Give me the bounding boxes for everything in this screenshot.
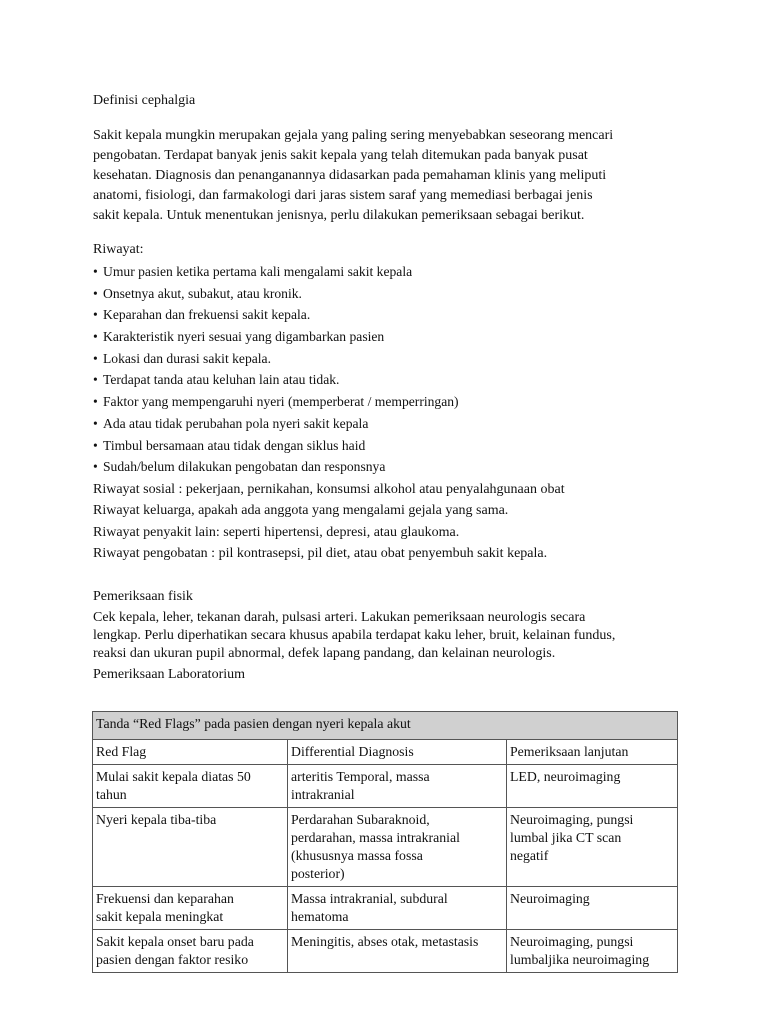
exam-cell: Neuroimaging, pungsi lumbaljika neuroimaging bbox=[507, 930, 678, 973]
bullet-icon: • bbox=[93, 307, 98, 323]
bullet-icon: • bbox=[93, 415, 98, 431]
bullet-icon: • bbox=[93, 350, 98, 366]
intro-line: pengobatan. Terdapat banyak jenis sakit kepala yang telah ditemukan pada banyak pusat bbox=[93, 148, 588, 163]
physical-exam-heading: Pemeriksaan fisik bbox=[93, 589, 193, 604]
diagnosis-cell: Meningitis, abses otak, metastasis bbox=[288, 930, 507, 973]
lab-heading: Pemeriksaan Laboratorium bbox=[93, 667, 246, 682]
physical-line: reaksi dan ukuran pupil abnormal, defek lapang pandang, dan kelainan neurologis. bbox=[93, 646, 556, 661]
table-row bbox=[93, 765, 678, 808]
diagnosis-cell: Massa intrakranial, subdural hematoma bbox=[288, 887, 507, 930]
exam-cell: LED, neuroimaging bbox=[507, 765, 678, 808]
riwayat-list bbox=[93, 261, 459, 478]
table-row bbox=[93, 887, 678, 930]
bullet-icon: • bbox=[93, 285, 98, 301]
bullet-icon: • bbox=[93, 264, 98, 279]
list-item: • Lokasi dan durasi sakit kepala. bbox=[93, 348, 459, 370]
intro-line: Sakit kepala mungkin merupakan gejala yang paling sering menyebabkan seseorang mencari bbox=[93, 128, 614, 143]
riwayat-penyakit-lain: Riwayat penyakit lain: seperti hipertensi, depresi, atau glaukoma. bbox=[93, 524, 460, 540]
diagnosis-cell: Perdarahan Subaraknoid, perdarahan, massa intrakranial (khususnya massa fossa posterior) bbox=[288, 808, 507, 887]
table-row bbox=[93, 930, 678, 973]
red-flag-cell: Sakit kepala onset baru pada pasien dengan faktor resiko bbox=[93, 930, 288, 973]
bullet-icon: • bbox=[93, 372, 98, 388]
physical-exam-paragraph bbox=[93, 609, 693, 663]
list-item: • Keparahan dan frekuensi sakit kepala. bbox=[93, 304, 459, 326]
list-item: • Ada atau tidak perubahan pola nyeri sakit kepala bbox=[93, 413, 459, 435]
riwayat-other bbox=[93, 479, 565, 565]
exam-cell: Neuroimaging bbox=[507, 887, 678, 930]
intro-paragraph bbox=[93, 126, 693, 226]
diagnosis-cell: arteritis Temporal, massa intrakranial bbox=[288, 765, 507, 808]
list-item: • Onsetnya akut, subakut, atau kronik. bbox=[93, 283, 459, 305]
table-title: Tanda “Red Flags” pada pasien dengan nyeri kepala akut bbox=[93, 712, 678, 740]
column-header: Red Flag bbox=[93, 740, 288, 765]
bullet-icon: • bbox=[93, 329, 98, 345]
red-flag-cell: Frekuensi dan keparahan sakit kepala meningkat bbox=[93, 887, 288, 930]
list-item: • Karakteristik nyeri sesuai yang digambarkan pasien bbox=[93, 326, 459, 348]
column-header: Differential Diagnosis bbox=[288, 740, 507, 765]
list-item: • Umur pasien ketika pertama kali mengalami sakit kepala bbox=[93, 261, 459, 283]
riwayat-sosial: Riwayat sosial : pekerjaan, pernikahan, konsumsi alkohol atau penyalahgunaan obat bbox=[93, 482, 565, 497]
riwayat-heading: Riwayat: bbox=[93, 242, 144, 257]
riwayat-pengobatan: Riwayat pengobatan : pil kontrasepsi, pil diet, atau obat penyembuh sakit kepala. bbox=[93, 546, 548, 562]
bullet-icon: • bbox=[93, 437, 98, 453]
table-header-row bbox=[93, 740, 678, 765]
definition-heading: Definisi cephalgia bbox=[93, 93, 196, 108]
column-header: Pemeriksaan lanjutan bbox=[507, 740, 678, 765]
red-flag-cell: Mulai sakit kepala diatas 50 tahun bbox=[93, 765, 288, 808]
list-item: • Timbul bersamaan atau tidak dengan siklus haid bbox=[93, 435, 459, 457]
bullet-icon: • bbox=[93, 394, 98, 410]
physical-line: Cek kepala, leher, tekanan darah, pulsasi arteri. Lakukan pemeriksaan neurologis secara bbox=[93, 610, 586, 625]
bullet-icon: • bbox=[93, 459, 98, 475]
red-flag-cell: Nyeri kepala tiba-tiba bbox=[93, 808, 288, 887]
list-item: • Terdapat tanda atau keluhan lain atau tidak. bbox=[93, 369, 459, 391]
table-title-row bbox=[93, 712, 678, 740]
list-item: • Faktor yang mempengaruhi nyeri (memperberat / memperringan) bbox=[93, 391, 459, 413]
red-flags-table bbox=[92, 711, 678, 973]
intro-line: anatomi, fisiologi, dan farmakologi dari jaras sistem saraf yang memediasi berbagai jenis bbox=[93, 188, 593, 203]
intro-line: kesehatan. Diagnosis dan penanganannya didasarkan pada pemahaman klinis yang meliputi bbox=[93, 168, 607, 183]
physical-line: lengkap. Perlu diperhatikan secara khusus apabila terdapat kaku leher, bruit, kelainan fundus, bbox=[93, 628, 616, 643]
list-item: • Sudah/belum dilakukan pengobatan dan responsnya bbox=[93, 456, 459, 478]
table-row bbox=[93, 808, 678, 887]
exam-cell: Neuroimaging, pungsi lumbal jika CT scan negatif bbox=[507, 808, 678, 887]
riwayat-keluarga: Riwayat keluarga, apakah ada anggota yang mengalami gejala yang sama. bbox=[93, 503, 509, 519]
intro-line: sakit kepala. Untuk menentukan jenisnya, perlu dilakukan pemeriksaan sebagai berikut. bbox=[93, 208, 585, 223]
